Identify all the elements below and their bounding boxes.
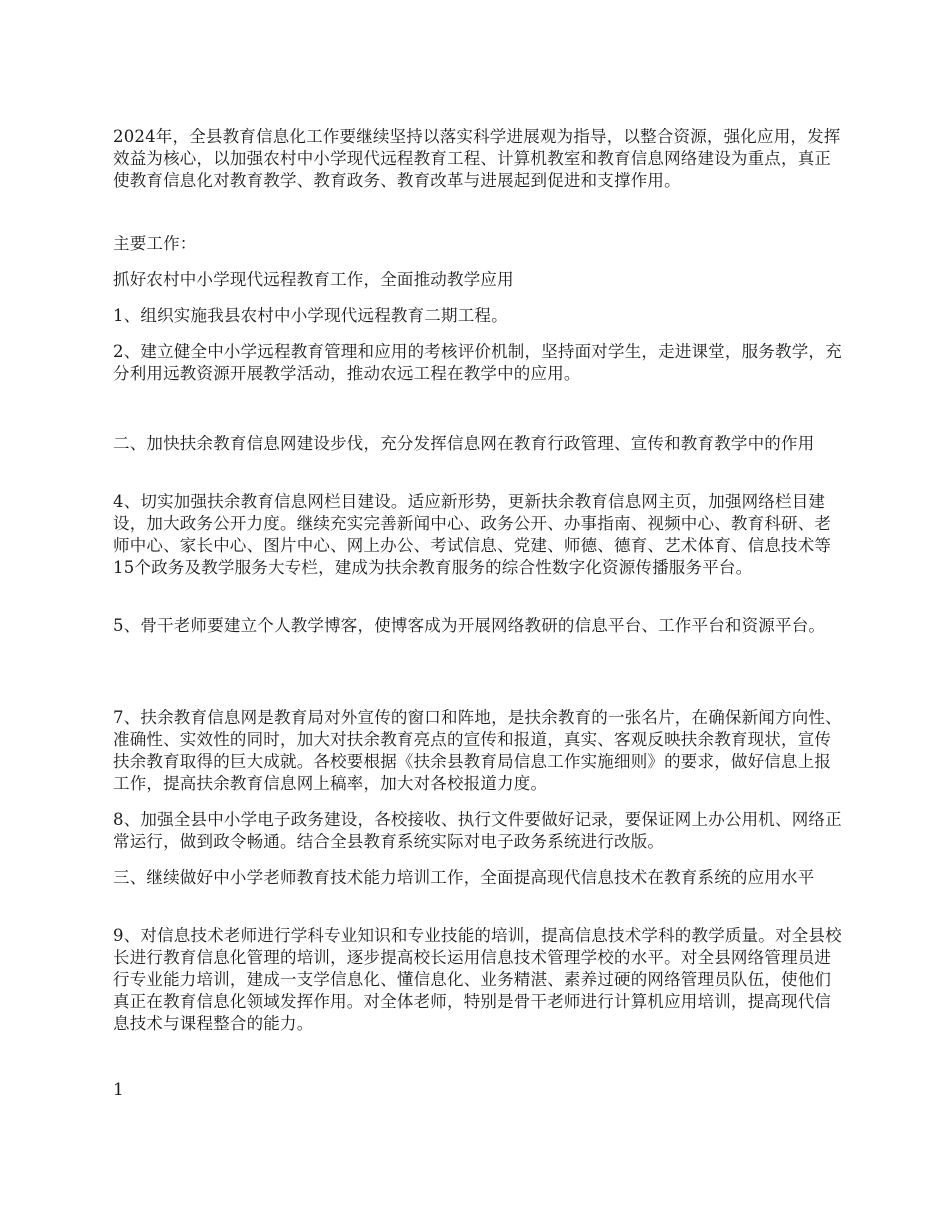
- section-three-heading: 三、继续做好中小学老师教育技术能力培训工作，全面提高现代信息技术在教育系统的应用水平: [113, 868, 815, 887]
- item-4-paragraph: 4、切实加强扶余教育信息网栏目建设。适应新形势，更新扶余教育信息网主页，加强网络栏目建设，加大政务公开力度。继续充实完善新闻中心、政务公开、办事指南、视频中心、教育科研、老师中心、家长中心、图片中心、网上办公、考试信息、党建、师德、德育、艺术体育、信息技术等15个政务及教学服务大专栏，建成为扶余教育服务的综合性数字化资源传播服务平台。: [113, 492, 832, 577]
- item-1-paragraph: 1、组织实施我县农村中小学现代远程教育二期工程。: [113, 306, 508, 325]
- item-8-paragraph: 8、加强全县中小学电子政务建设，各校接收、执行文件要做好记录，要保证网上办公用机、网络正常运行，做到政令畅通。结合全县教育系统实际对电子政务系统进行改版。: [113, 810, 842, 851]
- item-2-paragraph: 2、建立健全中小学远程教育管理和应用的考核评价机制，坚持面对学生，走进课堂，服务教学，充分利用远教资源开展教学活动，推动农远工程在教学中的应用。: [113, 342, 842, 383]
- intro-paragraph: 2024年，全县教育信息化工作要继续坚持以落实科学进展观为指导，以整合资源，强化应用，发挥效益为核心，以加强农村中小学现代远程教育工程、计算机教室和教育信息网络建设为重点，真正使教育信息化对教育教学、教育政务、教育改革与进展起到促进和支撑作用。: [113, 127, 841, 190]
- section-one-heading: 抓好农村中小学现代远程教育工作，全面推动教学应用: [113, 270, 514, 289]
- document-body: [113, 126, 843, 1049]
- page-number: 1: [113, 1080, 124, 1100]
- main-work-heading: 主要工作：: [113, 234, 197, 253]
- item-7-paragraph: 7、扶余教育信息网是教育局对外宣传的窗口和阵地，是扶余教育的一张名片，在确保新闻方向性、准确性、实效性的同时，加大对扶余教育亮点的宣传和报道，真实、客观反映扶余教育现状，宣传扶余教育取得的巨大成就。各校要根据《扶余县教育局信息工作实施细则》的要求，做好信息上报工作，提高扶余教育信息网上稿率，加大对各校报道力度。: [113, 708, 842, 793]
- item-9-paragraph: 9、对信息技术老师进行学科专业知识和专业技能的培训，提高信息技术学科的教学质量。对全县校长进行教育信息化管理的培训，逐步提高校长运用信息技术管理学校的水平。对全县网络管理员进行专业能力培训，建成一支学信息化、懂信息化、业务精湛、素养过硬的网络管理员队伍，使他们真正在教育信息化领域发挥作用。对全体老师，特别是骨干老师进行计算机应用培训，提高现代信息技术与课程整合的能力。: [113, 926, 842, 1033]
- section-two-heading: 二、加快扶余教育信息网建设步伐，充分发挥信息网在教育行政管理、宣传和教育教学中的作用: [113, 434, 815, 453]
- item-5-paragraph: 5、骨干老师要建立个人教学博客，使博客成为开展网络教研的信息平台、工作平台和资源平台。: [113, 616, 826, 635]
